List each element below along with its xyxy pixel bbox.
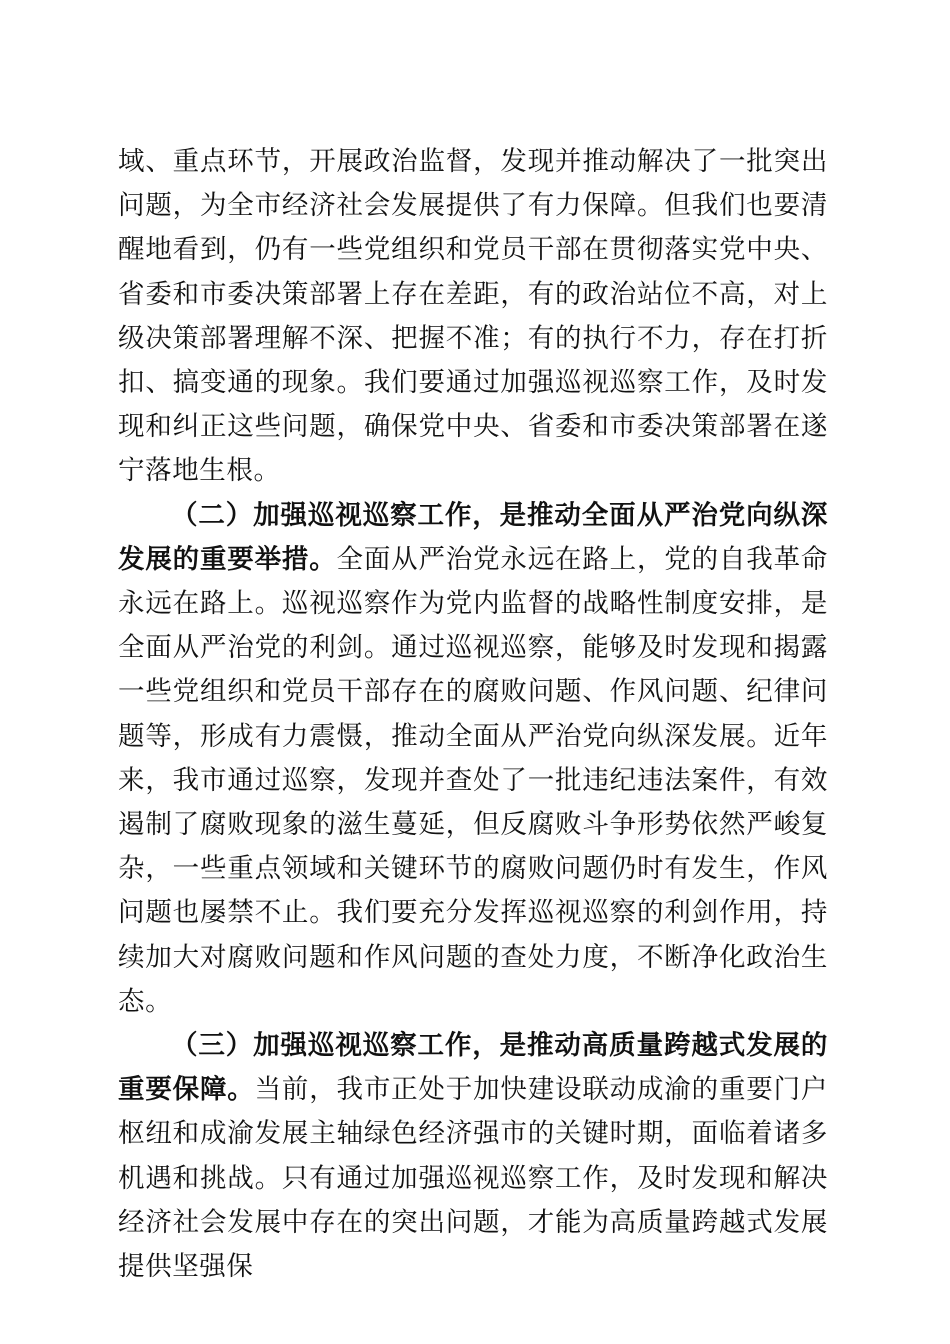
paragraph-body-text: 域、重点环节，开展政治监督，发现并推动解决了一批突出问题，为全市经济社会发展提供了有力保障。但我们也要清醒地看到，仍有一些党组织和党员干部在贯彻落实党中央、省委和市委决策部署上存在差距，有的政治站位不高，对上级决策部署理解不深、把握不准；有的执行不力，存在打折扣、搞变通的现象。我们要通过加强巡视巡察工作，及时发现和纠正这些问题，确保党中央、省委和市委决策部署在遂宁落地生根。 <box>118 146 828 487</box>
paragraph-continuation <box>118 140 828 494</box>
paragraph-section-2 <box>118 494 828 1024</box>
document-body <box>118 140 828 1289</box>
paragraph-body-text: 当前，我市正处于加快建设联动成渝的重要门户枢纽和成渝发展主轴绿色经济强市的关键时期，面临着诸多机遇和挑战。只有通过加强巡视巡察工作，及时发现和解决经济社会发展中存在的突出问题，才能为高质量跨越式发展提供坚强保 <box>118 1074 828 1283</box>
section-heading-3: （三）加强巡视巡察工作，是推动高质量跨越式发展的重要保障。 <box>118 1030 828 1106</box>
paragraph-section-3 <box>118 1024 828 1289</box>
paragraph-body-text: 全面从严治党永远在路上，党的自我革命永远在路上。巡视巡察作为党内监督的战略性制度安排，是全面从严治党的利剑。通过巡视巡察，能够及时发现和揭露一些党组织和党员干部存在的腐败问题、作风问题、纪律问题等，形成有力震慑，推动全面从严治党向纵深发展。近年来，我市通过巡察，发现并查处了一批违纪违法案件，有效遏制了腐败现象的滋生蔓延，但反腐败斗争形势依然严峻复杂，一些重点领域和关键环节的腐败问题仍时有发生，作风问题也屡禁不止。我们要充分发挥巡视巡察的利剑作用，持续加大对腐败问题和作风问题的查处力度，不断净化政治生态。 <box>118 543 828 1017</box>
section-heading-2: （二）加强巡视巡察工作，是推动全面从严治党向纵深发展的重要举措。 <box>118 499 828 575</box>
